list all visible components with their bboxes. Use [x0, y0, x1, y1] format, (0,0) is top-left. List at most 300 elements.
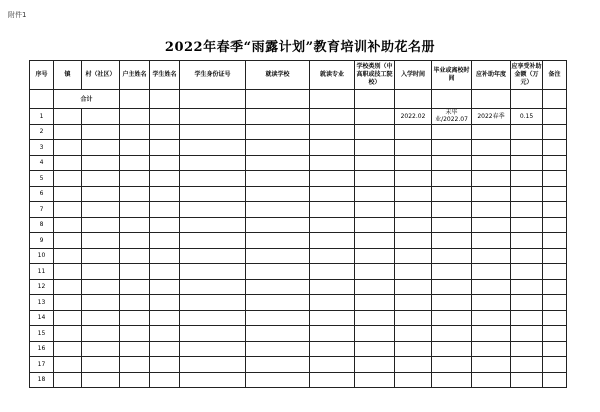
table-cell	[432, 124, 472, 140]
table-cell	[120, 140, 150, 156]
table-cell	[395, 217, 432, 233]
row-number: 5	[30, 171, 54, 187]
table-cell	[120, 171, 150, 187]
table-cell	[543, 90, 567, 109]
column-header: 应享受补助金额（万元）	[511, 61, 543, 90]
table-cell	[310, 140, 355, 156]
table-cell	[82, 295, 120, 311]
table-cell	[511, 202, 543, 218]
total-label: 合计	[54, 90, 120, 109]
row-number: 16	[30, 341, 54, 357]
table-cell	[120, 264, 150, 280]
table-cell	[355, 310, 395, 326]
table-cell	[395, 233, 432, 249]
table-cell	[180, 155, 246, 171]
table-cell	[180, 357, 246, 373]
table-cell	[150, 202, 180, 218]
row-number: 7	[30, 202, 54, 218]
column-header: 村（社区）	[82, 61, 120, 90]
row-number: 4	[30, 155, 54, 171]
table-cell	[432, 217, 472, 233]
table-cell	[82, 264, 120, 280]
table-cell	[432, 90, 472, 109]
table-cell	[246, 140, 310, 156]
table-cell	[180, 109, 246, 125]
table-cell	[180, 326, 246, 342]
table-cell	[180, 233, 246, 249]
table-cell	[395, 341, 432, 357]
table-row	[30, 326, 567, 342]
table-cell	[120, 109, 150, 125]
table-cell	[472, 155, 511, 171]
table-cell	[180, 310, 246, 326]
table-cell	[120, 90, 150, 109]
table-cell	[54, 295, 82, 311]
table-cell	[246, 341, 310, 357]
table-cell	[511, 90, 543, 109]
row-number: 9	[30, 233, 54, 249]
table-cell	[246, 171, 310, 187]
table-cell	[54, 326, 82, 342]
table-cell	[82, 248, 120, 264]
table-cell	[120, 357, 150, 373]
table-cell	[150, 264, 180, 280]
table-cell	[246, 217, 310, 233]
table-cell	[310, 279, 355, 295]
table-cell	[511, 124, 543, 140]
table-cell	[246, 186, 310, 202]
table-cell	[511, 233, 543, 249]
table-cell	[180, 248, 246, 264]
table-cell	[150, 233, 180, 249]
table-cell	[30, 90, 54, 109]
table-cell	[54, 124, 82, 140]
table-cell	[180, 295, 246, 311]
table-cell	[511, 140, 543, 156]
table-cell	[472, 295, 511, 311]
row-number: 13	[30, 295, 54, 311]
table-cell	[432, 279, 472, 295]
table-cell	[472, 217, 511, 233]
table-cell	[355, 341, 395, 357]
table-cell	[150, 341, 180, 357]
column-header: 学校类别（中高职或技工院校）	[355, 61, 395, 90]
table-cell	[543, 124, 567, 140]
table-cell	[54, 372, 82, 388]
table-cell	[543, 326, 567, 342]
table-cell	[543, 233, 567, 249]
table-cell	[543, 248, 567, 264]
table-cell	[310, 155, 355, 171]
table-row	[30, 310, 567, 326]
table-cell	[120, 233, 150, 249]
table-cell	[82, 233, 120, 249]
table-cell	[511, 357, 543, 373]
table-cell	[82, 109, 120, 125]
table-cell	[432, 372, 472, 388]
table-cell	[82, 217, 120, 233]
table-cell	[54, 171, 82, 187]
row-number: 15	[30, 326, 54, 342]
table-cell	[355, 326, 395, 342]
table-cell	[472, 90, 511, 109]
table-row	[30, 341, 567, 357]
table-cell	[180, 140, 246, 156]
row-number: 12	[30, 279, 54, 295]
table-cell	[432, 341, 472, 357]
table-cell	[120, 248, 150, 264]
table-cell	[120, 279, 150, 295]
table-cell	[150, 140, 180, 156]
table-row	[30, 186, 567, 202]
table-cell	[472, 248, 511, 264]
table-cell	[355, 264, 395, 280]
column-header: 入学时间	[395, 61, 432, 90]
table-cell	[355, 155, 395, 171]
table-cell	[472, 372, 511, 388]
table-cell	[543, 357, 567, 373]
table-cell	[120, 310, 150, 326]
table-cell	[120, 202, 150, 218]
table-cell	[395, 357, 432, 373]
table-row	[30, 217, 567, 233]
table-cell	[54, 310, 82, 326]
table-cell	[543, 279, 567, 295]
table-cell	[355, 372, 395, 388]
table-cell	[472, 233, 511, 249]
table-cell	[82, 202, 120, 218]
table-cell	[472, 326, 511, 342]
table-cell	[120, 155, 150, 171]
table-cell	[472, 140, 511, 156]
roster-table	[29, 60, 567, 388]
table-cell	[395, 155, 432, 171]
table-cell: 2022.02	[395, 109, 432, 125]
table-cell	[432, 155, 472, 171]
table-cell	[310, 248, 355, 264]
column-header: 户主姓名	[120, 61, 150, 90]
table-cell	[150, 171, 180, 187]
table-cell	[543, 171, 567, 187]
table-cell	[472, 357, 511, 373]
table-cell	[432, 140, 472, 156]
table-cell	[472, 341, 511, 357]
table-cell	[150, 372, 180, 388]
table-cell	[355, 140, 395, 156]
table-cell	[432, 202, 472, 218]
table-cell	[432, 186, 472, 202]
table-cell	[395, 372, 432, 388]
column-header: 就读学校	[246, 61, 310, 90]
attachment-label: 附件1	[8, 11, 27, 19]
table-cell	[395, 124, 432, 140]
table-cell	[180, 171, 246, 187]
table-cell	[511, 217, 543, 233]
table-cell	[54, 202, 82, 218]
table-cell	[120, 295, 150, 311]
table-row	[30, 109, 567, 125]
table-cell	[432, 310, 472, 326]
table-cell	[180, 124, 246, 140]
table-cell	[355, 186, 395, 202]
table-cell	[54, 186, 82, 202]
table-cell	[511, 248, 543, 264]
table-cell	[246, 326, 310, 342]
table-cell	[395, 248, 432, 264]
row-number: 14	[30, 310, 54, 326]
table-cell	[543, 140, 567, 156]
table-cell	[355, 357, 395, 373]
table-cell: 2022春季	[472, 109, 511, 125]
table-cell	[472, 171, 511, 187]
table-cell	[511, 186, 543, 202]
table-cell	[543, 264, 567, 280]
table-cell	[310, 109, 355, 125]
table-cell	[472, 124, 511, 140]
table-row	[30, 357, 567, 373]
table-cell	[511, 326, 543, 342]
table-cell	[355, 90, 395, 109]
table-cell	[120, 372, 150, 388]
table-cell	[82, 372, 120, 388]
table-cell	[310, 326, 355, 342]
table-cell	[472, 202, 511, 218]
table-cell	[511, 171, 543, 187]
table-cell	[543, 202, 567, 218]
table-cell	[432, 357, 472, 373]
header-row	[30, 61, 567, 90]
row-number: 10	[30, 248, 54, 264]
table-cell	[246, 202, 310, 218]
table-cell	[54, 357, 82, 373]
table-cell	[120, 186, 150, 202]
row-number: 3	[30, 140, 54, 156]
table-cell	[355, 279, 395, 295]
table-cell	[246, 279, 310, 295]
table-cell	[310, 295, 355, 311]
table-cell	[511, 341, 543, 357]
table-cell	[511, 279, 543, 295]
table-cell	[180, 279, 246, 295]
table-cell	[246, 248, 310, 264]
column-header: 应补助年度	[472, 61, 511, 90]
table-row	[30, 140, 567, 156]
table-cell	[246, 90, 310, 109]
row-number: 8	[30, 217, 54, 233]
table-cell	[150, 90, 180, 109]
table-cell	[395, 90, 432, 109]
table-cell	[395, 295, 432, 311]
table-cell	[355, 217, 395, 233]
table-cell	[432, 326, 472, 342]
table-cell	[54, 140, 82, 156]
table-cell	[355, 109, 395, 125]
table-row	[30, 295, 567, 311]
table-cell	[543, 372, 567, 388]
table-cell	[54, 264, 82, 280]
table-cell	[54, 279, 82, 295]
row-number: 2	[30, 124, 54, 140]
table-cell	[150, 155, 180, 171]
table-row	[30, 171, 567, 187]
table-cell	[246, 295, 310, 311]
table-cell	[310, 372, 355, 388]
table-cell	[180, 90, 246, 109]
table-cell	[395, 279, 432, 295]
table-cell	[543, 310, 567, 326]
table-cell	[150, 310, 180, 326]
table-cell	[310, 124, 355, 140]
table-cell	[246, 357, 310, 373]
table-cell	[310, 217, 355, 233]
table-cell	[432, 233, 472, 249]
table-row	[30, 372, 567, 388]
table-cell	[355, 248, 395, 264]
table-cell	[54, 109, 82, 125]
table-cell	[82, 357, 120, 373]
table-row	[30, 155, 567, 171]
table-cell	[310, 233, 355, 249]
table-cell	[355, 124, 395, 140]
table-cell: 未毕业/2022.07	[432, 109, 472, 125]
table-row	[30, 264, 567, 280]
table-cell	[54, 217, 82, 233]
table-cell	[120, 217, 150, 233]
table-cell	[180, 217, 246, 233]
table-cell	[543, 109, 567, 125]
table-cell	[511, 155, 543, 171]
table-cell	[150, 124, 180, 140]
table-cell	[395, 140, 432, 156]
table-row	[30, 248, 567, 264]
page-title: 2022年春季“雨露计划”教育培训补助花名册	[164, 40, 436, 55]
table-cell	[54, 341, 82, 357]
row-number: 17	[30, 357, 54, 373]
table-cell	[54, 248, 82, 264]
table-cell	[180, 186, 246, 202]
table-row	[30, 124, 567, 140]
row-number: 1	[30, 109, 54, 125]
table-cell	[355, 233, 395, 249]
table-cell	[150, 295, 180, 311]
table-cell	[511, 310, 543, 326]
table-cell	[310, 341, 355, 357]
table-cell	[82, 279, 120, 295]
table-cell	[472, 264, 511, 280]
table-cell	[150, 357, 180, 373]
table-cell	[54, 155, 82, 171]
table-cell	[432, 295, 472, 311]
table-cell	[355, 171, 395, 187]
table-cell	[150, 217, 180, 233]
table-cell	[246, 372, 310, 388]
table-cell	[511, 295, 543, 311]
table-cell	[82, 310, 120, 326]
table-cell	[246, 155, 310, 171]
table-cell	[543, 341, 567, 357]
table-row	[30, 202, 567, 218]
table-cell	[180, 202, 246, 218]
row-number: 11	[30, 264, 54, 280]
table-cell	[120, 341, 150, 357]
table-cell	[246, 264, 310, 280]
table-cell	[180, 341, 246, 357]
table-cell	[432, 171, 472, 187]
table-cell	[355, 202, 395, 218]
table-cell	[82, 326, 120, 342]
table-cell	[82, 186, 120, 202]
column-header: 序号	[30, 61, 54, 90]
table-cell	[395, 186, 432, 202]
table-cell	[82, 171, 120, 187]
table-cell	[432, 248, 472, 264]
table-cell	[150, 279, 180, 295]
table-cell	[150, 326, 180, 342]
row-number: 18	[30, 372, 54, 388]
table-cell	[310, 90, 355, 109]
table-row	[30, 233, 567, 249]
table-cell	[246, 310, 310, 326]
table-cell	[180, 264, 246, 280]
column-header: 毕业或离校时间	[432, 61, 472, 90]
table-cell	[120, 124, 150, 140]
table-cell	[395, 264, 432, 280]
table-cell	[395, 326, 432, 342]
row-number: 6	[30, 186, 54, 202]
table-cell	[150, 248, 180, 264]
table-cell	[150, 186, 180, 202]
table-cell	[543, 217, 567, 233]
table-cell	[82, 155, 120, 171]
table-cell: 0.15	[511, 109, 543, 125]
table-cell	[246, 109, 310, 125]
table-cell	[180, 372, 246, 388]
table-cell	[82, 341, 120, 357]
table-cell	[150, 109, 180, 125]
table-cell	[310, 202, 355, 218]
column-header: 就读专业	[310, 61, 355, 90]
table-cell	[246, 124, 310, 140]
table-cell	[310, 264, 355, 280]
table-cell	[543, 295, 567, 311]
table-cell	[543, 186, 567, 202]
table-cell	[543, 155, 567, 171]
column-header: 学生身份证号	[180, 61, 246, 90]
table-cell	[472, 279, 511, 295]
table-cell	[54, 233, 82, 249]
table-cell	[511, 264, 543, 280]
column-header: 镇	[54, 61, 82, 90]
table-cell	[82, 140, 120, 156]
table-cell	[82, 124, 120, 140]
table-cell	[355, 295, 395, 311]
table-row	[30, 279, 567, 295]
table-cell	[310, 186, 355, 202]
column-header: 备注	[543, 61, 567, 90]
table-cell	[395, 310, 432, 326]
column-header: 学生姓名	[150, 61, 180, 90]
table-cell	[472, 310, 511, 326]
table-cell	[432, 264, 472, 280]
table-cell	[511, 372, 543, 388]
table-cell	[310, 171, 355, 187]
table-cell	[395, 171, 432, 187]
table-cell	[120, 326, 150, 342]
table-cell	[310, 310, 355, 326]
table-cell	[246, 233, 310, 249]
table-cell	[310, 357, 355, 373]
table-cell	[472, 186, 511, 202]
